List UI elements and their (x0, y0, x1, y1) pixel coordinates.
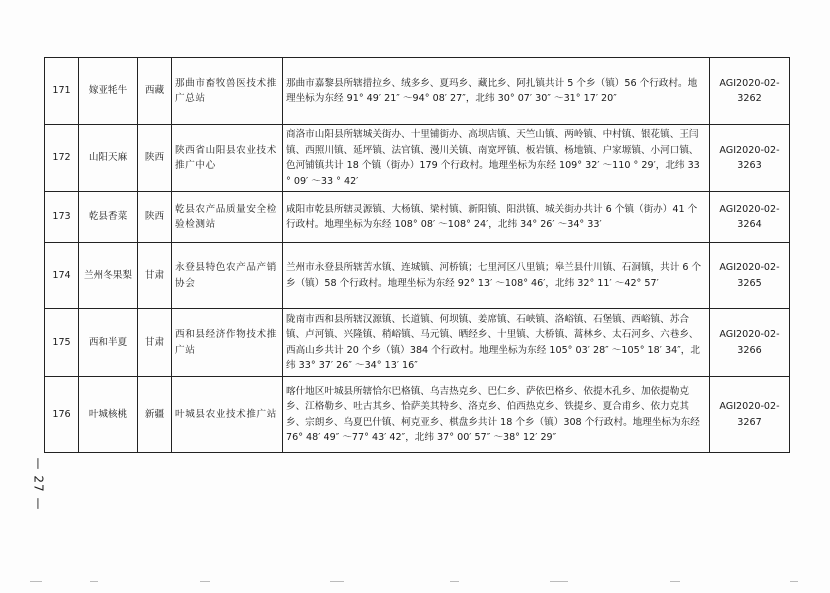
row-number: 171 (45, 58, 79, 125)
applicant-org: 永登县特色农产品产销协会 (172, 243, 283, 309)
province: 陕西 (138, 125, 172, 192)
registration-code: AGI2020-02-3265 (710, 243, 790, 309)
protection-scope: 陇南市西和县所辖汉源镇、长道镇、何坝镇、姜席镇、石峡镇、洛峪镇、石堡镇、西峪镇、苏合镇、卢河镇、兴隆镇、稍峪镇、马元镇、晒经乡、十里镇、大桥镇、蒿林乡、太石河乡、六巷乡、西高山乡共计 20 个乡（镇）384 个行政村。地理坐标为东经 105° 03′ 28″ ～105° 18′ 34″，北纬 33° 37′ 26″ ～34° 13′ 16″ (283, 309, 710, 377)
page-number-text: — 27 — (31, 457, 46, 511)
product-name: 山阳天麻 (79, 125, 138, 192)
protection-scope: 那曲市嘉黎县所辖措拉乡、绒多乡、夏玛乡、藏比乡、阿扎镇共计 5 个乡（镇）56 个行政村。地理坐标为东经 91° 49′ 21″ ～94° 08′ 27″，北纬 30° 07′ 30″ ～31° 17′ 20″ (283, 58, 710, 125)
applicant-org: 陕西省山阳县农业技术推广中心 (172, 125, 283, 192)
product-name: 兰州冬果梨 (79, 243, 138, 309)
product-name: 嫁亚牦牛 (79, 58, 138, 125)
registration-code: AGI2020-02-3264 (710, 192, 790, 243)
scan-artifacts (30, 578, 800, 588)
table-row (45, 243, 790, 309)
row-number: 175 (45, 309, 79, 377)
row-number: 172 (45, 125, 79, 192)
province: 陕西 (138, 192, 172, 243)
applicant-org: 叶城县农业技术推广站 (172, 377, 283, 453)
applicant-org: 乾县农产品质量安全检验检测站 (172, 192, 283, 243)
registration-code: AGI2020-02-3266 (710, 309, 790, 377)
protection-scope: 兰州市永登县所辖苦水镇、连城镇、河桥镇；七里河区八里镇；皋兰县什川镇、石洞镇，共计 6 个乡（镇）58 个行政村。地理坐标为东经 92° 13′ ～108° 46′，北纬 32° 11′ ～42° 57′ (283, 243, 710, 309)
page-number (12, 455, 46, 515)
protection-scope: 喀什地区叶城县所辖恰尔巴格镇、乌吉热克乡、巴仁乡、萨依巴格乡、依提木孔乡、加依提勒克乡、江格勒乡、吐古其乡、恰萨美其特乡、洛克乡、伯西热克乡、铁提乡、夏合甫乡、依力克其乡、宗朗乡、乌夏巴什镇、柯克亚乡、棋盘乡共计 18 个乡（镇）308 个行政村。地理坐标为东经 76° 48′ 49″ ～77° 43′ 42″，北纬 37° 00′ 57″ ～38° 12′ 29″ (283, 377, 710, 453)
province: 新疆 (138, 377, 172, 453)
table-row (45, 125, 790, 192)
registration-table (44, 57, 790, 453)
product-name: 西和半夏 (79, 309, 138, 377)
registration-code: AGI2020-02-3262 (710, 58, 790, 125)
registration-code: AGI2020-02-3263 (710, 125, 790, 192)
protection-scope: 商洛市山阳县所辖城关街办、十里铺街办、高坝店镇、天竺山镇、两岭镇、中村镇、银花镇、王闫镇、西照川镇、延坪镇、法官镇、漫川关镇、南宽坪镇、板岩镇、杨地镇、户家塬镇、小河口镇、色河铺镇共计 18 个镇（街办）179 个行政村。地理坐标为东经 109° 32′ ～110 ° 29′，北纬 33 ° 09′ ～33 ° 42′ (283, 125, 710, 192)
protection-scope: 咸阳市乾县所辖灵源镇、大杨镇、梁村镇、新阳镇、阳洪镇、城关街办共计 6 个镇（街办）41 个行政村。地理坐标为东经 108° 08′ ～108° 24′，北纬 34° 26′ ～34° 33′ (283, 192, 710, 243)
province: 甘肃 (138, 309, 172, 377)
row-number: 176 (45, 377, 79, 453)
table-row (45, 192, 790, 243)
row-number: 173 (45, 192, 79, 243)
table-row (45, 377, 790, 453)
registration-code: AGI2020-02-3267 (710, 377, 790, 453)
province: 甘肃 (138, 243, 172, 309)
applicant-org: 那曲市畜牧兽医技术推广总站 (172, 58, 283, 125)
applicant-org: 西和县经济作物技术推广站 (172, 309, 283, 377)
row-number: 174 (45, 243, 79, 309)
province: 西藏 (138, 58, 172, 125)
product-name: 叶城核桃 (79, 377, 138, 453)
product-name: 乾县香菜 (79, 192, 138, 243)
table-row (45, 309, 790, 377)
table-row (45, 58, 790, 125)
